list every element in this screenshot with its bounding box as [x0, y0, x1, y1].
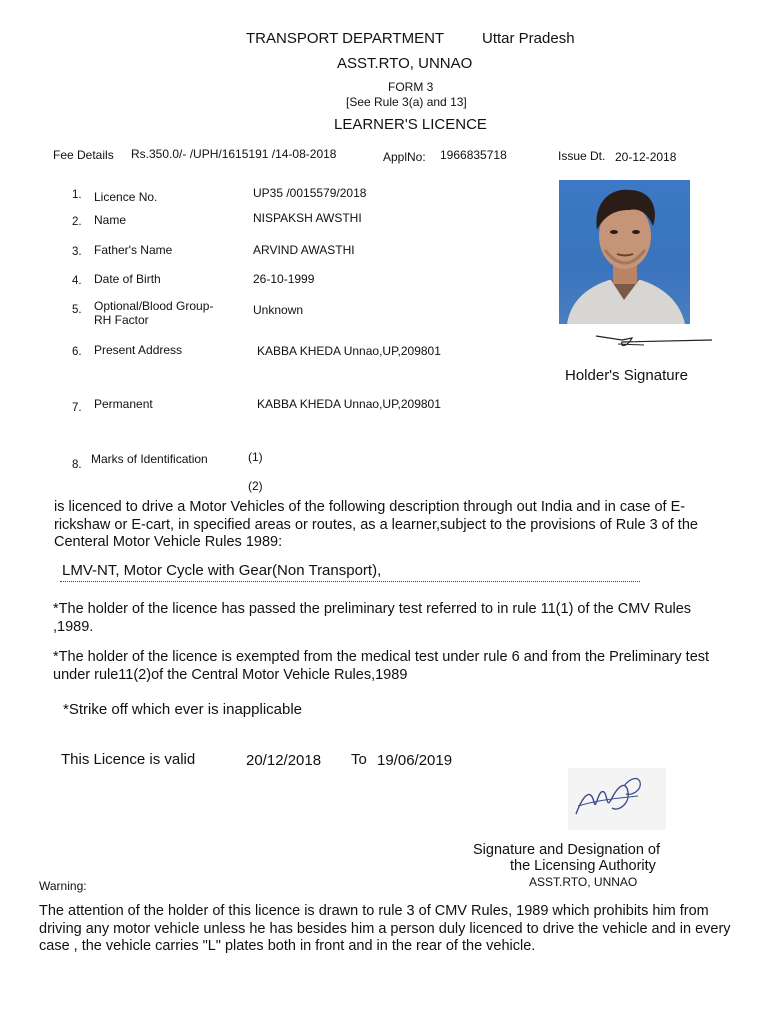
- form-number: FORM 3: [388, 80, 434, 94]
- field-label-present-address: Present Address: [94, 343, 183, 357]
- authority-office: ASST.RTO, UNNAO: [529, 875, 638, 889]
- preliminary-test-note: *The holder of the licence has passed the preliminary test referred to in rule 11(1) of the CMV Rules ,1989.: [53, 601, 692, 635]
- field-number: 4.: [72, 275, 82, 287]
- field-label-father-name: Father's Name: [94, 243, 173, 257]
- valid-to-label: To: [351, 751, 367, 768]
- field-label-blood-group: Optional/Blood Group-: [94, 299, 214, 313]
- field-number: 3.: [72, 246, 82, 258]
- validity-label: This Licence is valid: [61, 751, 196, 768]
- field-value-licence-no: UP35 /0015579/2018: [253, 186, 367, 200]
- document-title: LEARNER'S LICENCE: [334, 116, 487, 133]
- issue-label: Issue Dt.: [558, 149, 606, 163]
- portrait-image: [559, 180, 690, 324]
- field-label-licence-no: Licence No.: [94, 190, 158, 204]
- authority-signature-image: [568, 768, 666, 830]
- vehicle-class: LMV-NT, Motor Cycle with Gear(Non Transport),: [62, 562, 382, 579]
- field-label-rh-factor: RH Factor: [94, 313, 149, 327]
- field-number: 8.: [72, 459, 82, 471]
- appl-label: ApplNo:: [383, 150, 426, 164]
- field-label-permanent: Permanent: [94, 397, 153, 411]
- field-number: 2.: [72, 216, 82, 228]
- holder-signature-label: Holder's Signature: [565, 367, 688, 384]
- warning-label: Warning:: [39, 879, 87, 893]
- field-value-mark-1: (1): [248, 450, 263, 464]
- dotted-line: [60, 581, 640, 582]
- medical-test-note: *The holder of the licence is exempted from the medical test under rule 6 and from the Preliminary test under rule11(2)of the Central Motor Vehicle Rules,1989: [53, 649, 710, 683]
- field-value-mark-2: (2): [248, 479, 263, 493]
- field-number: 6.: [72, 346, 82, 358]
- appl-value: 1966835718: [440, 148, 507, 162]
- office-title: ASST.RTO, UNNAO: [337, 55, 473, 72]
- issue-value: 20-12-2018: [615, 150, 677, 164]
- field-value-dob: 26-10-1999: [253, 272, 315, 286]
- holder-photo: [559, 180, 690, 324]
- authority-signature: [568, 768, 666, 830]
- field-value-permanent: KABBA KHEDA Unnao,UP,209801: [257, 397, 441, 411]
- field-label-dob: Date of Birth: [94, 272, 161, 286]
- licence-description: is licenced to drive a Motor Vehicles of the following description through out India and in case of E-rickshaw or E-cart, in specified areas or routes, as a learner,subject to the provisions of Rule 3 of the Centeral Motor Vehicle Rules 1989:: [54, 499, 698, 550]
- strike-note: *Strike off which ever is inapplicable: [63, 701, 303, 718]
- field-number: 1.: [72, 189, 82, 201]
- field-number: 7.: [72, 402, 82, 414]
- holder-signature-image: [592, 330, 714, 352]
- valid-from: 20/12/2018: [246, 752, 322, 769]
- rule-reference: [See Rule 3(a) and 13]: [346, 95, 467, 109]
- field-value-father-name: ARVIND AWASTHI: [253, 243, 355, 257]
- warning-text: The attention of the holder of this licence is drawn to rule 3 of CMV Rules, 1989 which prohibits him from driving any motor vehicle unless he has besides him a person duly licenced to drive the vehicle and in every case , the vehicle carries "L" plates both in front and in the rear of the vehicle.: [39, 903, 731, 954]
- authority-line-2: the Licensing Authority: [510, 858, 656, 874]
- department-title: TRANSPORT DEPARTMENT: [246, 30, 445, 47]
- field-value-blood-group: Unknown: [253, 303, 304, 317]
- field-value-name: NISPAKSH AWSTHI: [253, 211, 362, 225]
- field-label-marks: Marks of Identification: [91, 452, 208, 466]
- field-number: 5.: [72, 304, 82, 316]
- valid-to: 19/06/2019: [377, 752, 453, 769]
- field-value-present-address: KABBA KHEDA Unnao,UP,209801: [257, 344, 441, 358]
- field-label-name: Name: [94, 213, 127, 227]
- fee-value: Rs.350.0/- /UPH/1615191 /14-08-2018: [131, 147, 337, 161]
- state-name: Uttar Pradesh: [482, 30, 575, 47]
- fee-label: Fee Details: [53, 148, 114, 162]
- authority-line-1: Signature and Designation of: [473, 842, 661, 858]
